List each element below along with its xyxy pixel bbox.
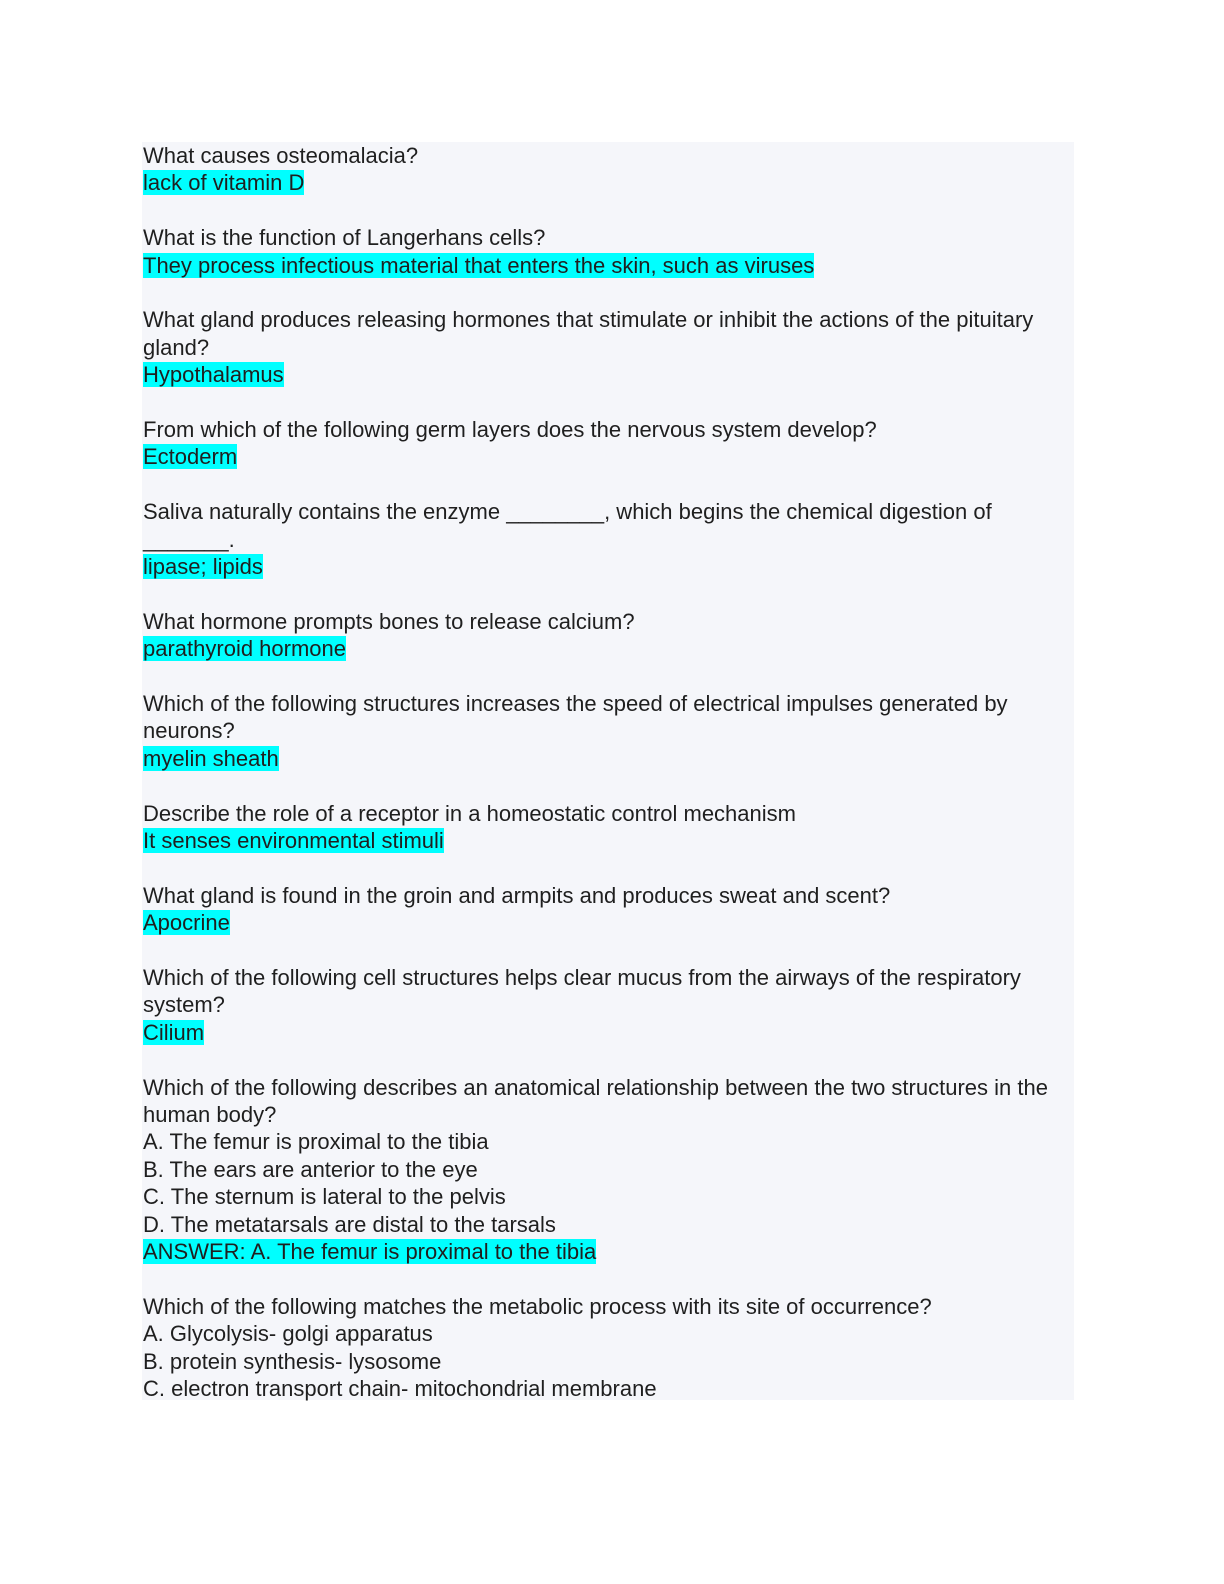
qa-item-2	[143, 224, 1068, 279]
answer-highlight: Cilium	[143, 1019, 205, 1045]
qa-item-7	[143, 690, 1068, 772]
option-a: A. The femur is proximal to the tibia	[143, 1129, 489, 1155]
qa-item-1	[143, 142, 1068, 197]
question-text: Which of the following describes an anatomical relationship between the two structures in the human body?	[143, 1074, 1048, 1128]
answer-highlight: Apocrine	[143, 910, 230, 936]
option-b: B. protein synthesis- lysosome	[143, 1348, 442, 1374]
answer-highlight: lack of vitamin D	[143, 170, 305, 196]
question-text: Saliva naturally contains the enzyme ________, which begins the chemical digestion of _______.	[143, 499, 992, 552]
qa-item-10	[143, 964, 1068, 1046]
answer-highlight: They process infectious material that enters the skin, such as viruses	[143, 252, 815, 278]
question-text: Which of the following matches the metabolic process with its site of occurrence?	[143, 1293, 932, 1319]
question-text: What is the function of Langerhans cells?	[143, 225, 546, 251]
answer-highlight: It senses environmental stimuli	[143, 828, 444, 854]
answer-highlight: parathyroid hormone	[143, 636, 347, 662]
document-content	[143, 142, 1068, 1430]
question-text: What gland is found in the groin and armpits and produces sweat and scent?	[143, 882, 891, 908]
question-text: What hormone prompts bones to release calcium?	[143, 608, 635, 634]
question-text: From which of the following germ layers does the nervous system develop?	[143, 417, 877, 443]
option-a: A. Glycolysis- golgi apparatus	[143, 1321, 433, 1347]
qa-item-12	[143, 1293, 1068, 1403]
qa-item-5	[143, 498, 1068, 580]
question-text: What gland produces releasing hormones that stimulate or inhibit the actions of the pituitary gland?	[143, 307, 1034, 360]
answer-highlight: Hypothalamus	[143, 362, 284, 388]
question-text: What causes osteomalacia?	[143, 143, 419, 168]
answer-highlight: ANSWER: A. The femur is proximal to the tibia	[143, 1239, 597, 1265]
question-text: Which of the following structures increases the speed of electrical impulses generated by neurons?	[143, 691, 1008, 744]
qa-item-8	[143, 800, 1068, 855]
option-b: B. The ears are anterior to the eye	[143, 1156, 478, 1182]
question-text: Which of the following cell structures helps clear mucus from the airways of the respiratory system?	[143, 965, 1021, 1018]
qa-item-6	[143, 608, 1068, 663]
answer-highlight: Ectoderm	[143, 444, 238, 470]
qa-item-4	[143, 416, 1068, 471]
qa-item-3	[143, 306, 1068, 388]
qa-item-9	[143, 882, 1068, 937]
answer-highlight: lipase; lipids	[143, 554, 263, 580]
option-c: C. The sternum is lateral to the pelvis	[143, 1184, 506, 1210]
option-c: C. electron transport chain- mitochondrial membrane	[143, 1376, 657, 1402]
qa-item-11	[143, 1074, 1068, 1266]
option-d: D. The metatarsals are distal to the tarsals	[143, 1211, 556, 1237]
question-text: Describe the role of a receptor in a homeostatic control mechanism	[143, 800, 796, 826]
answer-highlight: myelin sheath	[143, 745, 279, 771]
